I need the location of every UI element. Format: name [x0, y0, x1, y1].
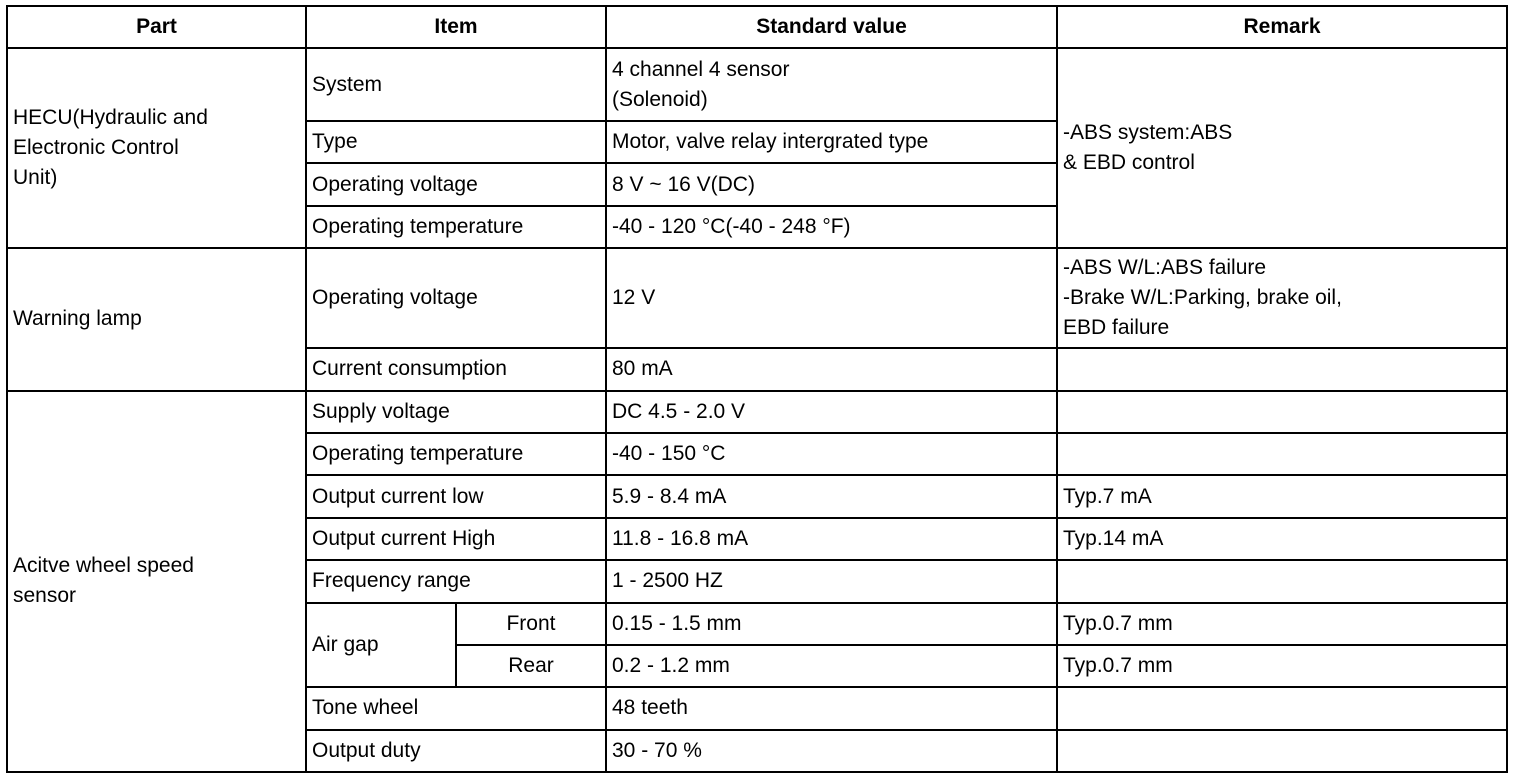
sub-item-rear: Rear [456, 645, 606, 687]
remark-cell [1057, 730, 1507, 772]
header-remark: Remark [1057, 6, 1507, 48]
item-cell: System [306, 48, 606, 121]
table-row [7, 48, 1507, 121]
header-item: Item [306, 6, 606, 48]
sub-item-front: Front [456, 603, 606, 645]
part-warning-lamp: Warning lamp [7, 248, 306, 390]
item-cell: Output current low [306, 475, 606, 517]
item-cell: Supply voltage [306, 391, 606, 433]
value-cell: 30 - 70 % [606, 730, 1057, 772]
header-part: Part [7, 6, 306, 48]
item-air-gap: Air gap [306, 603, 456, 688]
value-cell: 5.9 - 8.4 mA [606, 475, 1057, 517]
value-cell: 48 teeth [606, 687, 1057, 729]
remark-hecu: -ABS system:ABS & EBD control [1057, 48, 1507, 248]
value-cell: 4 channel 4 sensor (Solenoid) [606, 48, 1057, 121]
value-cell: DC 4.5 - 2.0 V [606, 391, 1057, 433]
part-wheel-speed-sensor: Acitve wheel speed sensor [7, 391, 306, 773]
value-cell: -40 - 120 °C(-40 - 248 °F) [606, 206, 1057, 248]
header-row [7, 6, 1507, 48]
remark-cell [1057, 391, 1507, 433]
remark-cell [1057, 348, 1507, 390]
remark-cell [1057, 433, 1507, 475]
value-cell: 0.2 - 1.2 mm [606, 645, 1057, 687]
item-cell: Output current High [306, 518, 606, 560]
item-cell: Operating temperature [306, 433, 606, 475]
item-cell: Frequency range [306, 560, 606, 602]
value-cell: 0.15 - 1.5 mm [606, 603, 1057, 645]
remark-cell: Typ.7 mA [1057, 475, 1507, 517]
spec-table [6, 5, 1508, 773]
item-cell: Output duty [306, 730, 606, 772]
item-cell: Operating temperature [306, 206, 606, 248]
remark-cell [1057, 687, 1507, 729]
value-cell: 12 V [606, 248, 1057, 348]
value-cell: -40 - 150 °C [606, 433, 1057, 475]
table-row [7, 391, 1507, 433]
item-cell: Operating voltage [306, 248, 606, 348]
item-cell: Operating voltage [306, 163, 606, 205]
remark-cell: Typ.14 mA [1057, 518, 1507, 560]
item-cell: Type [306, 121, 606, 163]
value-cell: 1 - 2500 HZ [606, 560, 1057, 602]
value-cell: 11.8 - 16.8 mA [606, 518, 1057, 560]
item-cell: Tone wheel [306, 687, 606, 729]
value-cell: Motor, valve relay intergrated type [606, 121, 1057, 163]
remark-cell: Typ.0.7 mm [1057, 603, 1507, 645]
remark-cell: -ABS W/L:ABS failure -Brake W/L:Parking, brake oil, EBD failure [1057, 248, 1507, 348]
value-cell: 8 V ~ 16 V(DC) [606, 163, 1057, 205]
item-cell: Current consumption [306, 348, 606, 390]
part-hecu: HECU(Hydraulic and Electronic Control Unit) [7, 48, 306, 248]
value-cell: 80 mA [606, 348, 1057, 390]
table-row [7, 248, 1507, 348]
remark-cell [1057, 560, 1507, 602]
remark-cell: Typ.0.7 mm [1057, 645, 1507, 687]
header-standard-value: Standard value [606, 6, 1057, 48]
